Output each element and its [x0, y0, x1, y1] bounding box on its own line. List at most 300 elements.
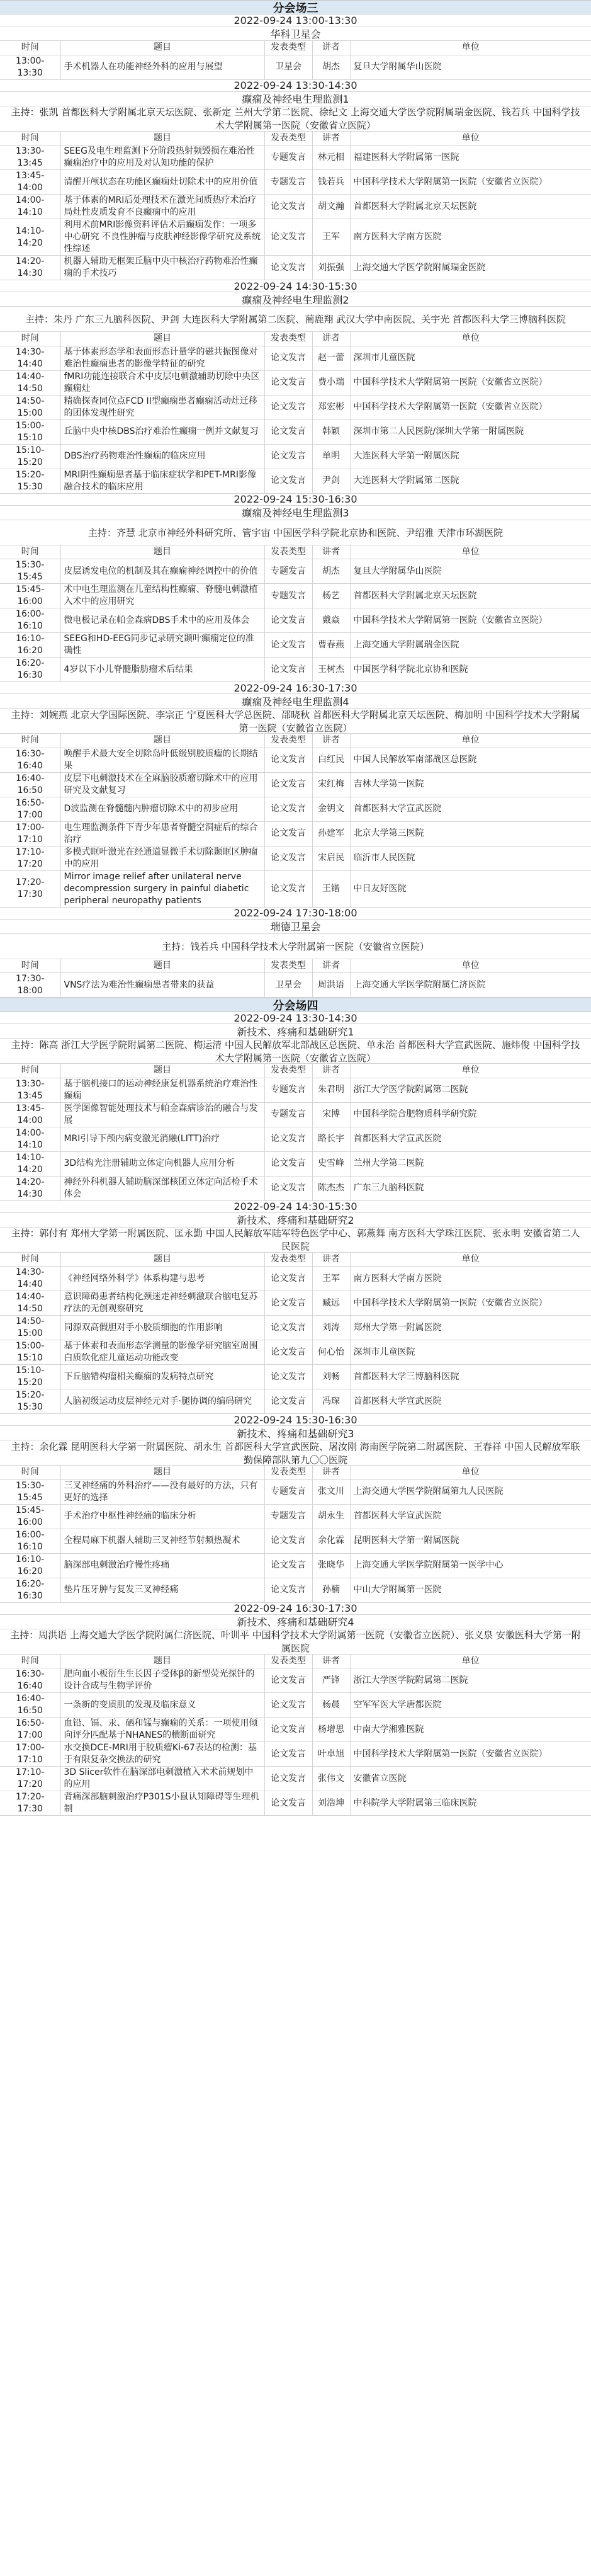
time-cell: 时间 [0, 1655, 60, 1668]
table-row [0, 219, 591, 256]
unit-cell: 单位 [350, 132, 591, 145]
session-hosts [0, 520, 591, 545]
table-row [0, 256, 591, 280]
session-time [0, 280, 591, 292]
unit-cell: 上海交通大学医学院附属第九人民医院 [350, 1480, 591, 1505]
time-cell: 16:50-17:00 [0, 797, 60, 822]
speaker-cell: 讲者 [312, 959, 350, 973]
table-row [0, 1554, 591, 1578]
speaker-cell: 讲者 [312, 1253, 350, 1267]
title-cell: 丘脑中央中核DBS治疗难治性癫痫一例并文献复习 [60, 420, 264, 445]
time-cell: 15:45-16:00 [0, 584, 60, 608]
session-title-text: 新技术、疼痛和基础研究4 [237, 1616, 354, 1628]
time-cell: 16:20-16:30 [0, 658, 60, 682]
speaker-cell: 林元相 [312, 145, 350, 170]
column-header-row [0, 1655, 591, 1669]
title-cell: 题目 [60, 545, 264, 559]
table-row [0, 1103, 591, 1127]
table-row [0, 1267, 591, 1291]
type-cell: 论文发言 [264, 871, 312, 908]
speaker-cell: 王军 [312, 219, 350, 256]
speaker-cell: 钱若兵 [312, 170, 350, 195]
unit-cell: 上海交通大学医学院附属瑞金医院 [350, 256, 591, 280]
type-cell: 专题发言 [264, 170, 312, 195]
time-cell: 14:40-14:50 [0, 1291, 60, 1316]
session-title [0, 1024, 591, 1039]
time-cell: 时间 [0, 1466, 60, 1479]
session-title [0, 920, 591, 934]
speaker-cell: 史雪峰 [312, 1152, 350, 1177]
session-title-text: 新技术、疼痛和基础研究2 [237, 1214, 354, 1226]
table-row [0, 1177, 591, 1201]
session-hosts-text: 主持：齐慧 北京市神经外科研究所、管宇宙 中国医学科学院北京协和医院、尹绍雅 天津市环湖医院 [87, 527, 504, 539]
session-time [0, 1603, 591, 1615]
type-cell: 专题发言 [264, 1505, 312, 1529]
session-time-text: 2022-09-24 14:30-15:30 [234, 280, 357, 292]
time-cell: 17:00-17:10 [0, 822, 60, 846]
speaker-cell: 讲者 [312, 734, 350, 748]
title-cell: 神经外科机器人辅助脑深部核团立体定向活检手术体会 [60, 1177, 264, 1201]
title-cell: SEEG和HD-EEG同步记录研究颞叶癫痫定位的准确性 [60, 633, 264, 658]
session-hosts-text: 主持：刘婉燕 北京大学国际医院、李宗正 宁夏医科大学总医院、邵晓秋 首都医科大学附属北京天坛医院、梅加明 中国科学技术大学附属第一医院（安徽省立医院） [11, 709, 580, 734]
title-cell: MRI引导下颅内病变激光消融(LITT)治疗 [60, 1127, 264, 1152]
unit-cell: 中日友好医院 [350, 871, 591, 908]
speaker-cell: 刘畅 [312, 1365, 350, 1389]
session-hosts-text: 主持：陈高 浙江大学医学院附属第二医院、梅运清 中国人民解放军北部战区总医院、单永治 首都医科大学宣武医院、施炜俊 中国科学技术大学附属第一医院（安徽省立医院） [11, 1039, 580, 1064]
table-row [0, 608, 591, 633]
session-hosts-text: 主持：朱丹 广东三九脑科医院、尹剑 大连医科大学附属第二医院、蔺鹿翔 武汉大学中南医院、关宇光 首都医科大学三博脑科医院 [25, 314, 566, 325]
title-cell: 基于体素和表面形态学测量的影像学研究脑室周围白质软化症儿童运动功能改变 [60, 1340, 264, 1365]
speaker-cell: 张伟文 [312, 1767, 350, 1791]
session-hosts [0, 1228, 591, 1253]
title-cell: 医学图像智能处理技术与帕金森病诊治的融合与发展 [60, 1103, 264, 1127]
speaker-cell: 讲者 [312, 132, 350, 145]
unit-cell: 中国医学科学院北京协和医院 [350, 658, 591, 682]
time-cell: 15:20-15:30 [0, 1389, 60, 1414]
type-cell: 卫星会 [264, 55, 312, 80]
table-row [0, 1078, 591, 1103]
type-cell: 论文发言 [264, 1791, 312, 1816]
speaker-cell: 讲者 [312, 41, 350, 55]
time-cell: 15:10-15:20 [0, 445, 60, 469]
unit-cell: 南方医科大学南方医院 [350, 1267, 591, 1291]
title-cell: 三叉神经痛的外科治疗——没有最好的方法，只有更好的选择 [60, 1480, 264, 1505]
type-cell: 论文发言 [264, 1267, 312, 1291]
unit-cell: 大连医科大学附属第二医院 [350, 469, 591, 494]
time-cell: 时间 [0, 1064, 60, 1078]
unit-cell: 单位 [350, 1655, 591, 1668]
time-cell: 时间 [0, 332, 60, 346]
unit-cell: 中山大学附属第一医院 [350, 1578, 591, 1603]
type-cell: 卫星会 [264, 973, 312, 998]
table-row [0, 346, 591, 371]
time-cell: 16:30-16:40 [0, 748, 60, 773]
unit-cell: 单位 [350, 41, 591, 55]
session-title [0, 1426, 591, 1440]
session-time [0, 494, 591, 506]
speaker-cell: 何心怡 [312, 1340, 350, 1365]
speaker-cell: 讲者 [312, 332, 350, 346]
session-title-text: 癫痫及神经电生理监测2 [242, 294, 349, 306]
speaker-cell: 尹剑 [312, 469, 350, 494]
title-cell: 下丘脑错构瘤相关癫痫的发病特点研究 [60, 1365, 264, 1389]
speaker-cell: 金钥文 [312, 797, 350, 822]
unit-cell: 首都医科大学宣武医院 [350, 797, 591, 822]
time-cell: 17:10-17:20 [0, 1767, 60, 1791]
column-header-row [0, 132, 591, 146]
speaker-cell: 单明 [312, 445, 350, 469]
session-title [0, 1213, 591, 1228]
speaker-cell: 陈杰杰 [312, 1177, 350, 1201]
session-title [0, 292, 591, 307]
speaker-cell: 孙建军 [312, 822, 350, 846]
column-header-row [0, 545, 591, 560]
session-time-text: 2022-09-24 13:30-14:30 [234, 1012, 357, 1024]
speaker-cell: 路长宇 [312, 1127, 350, 1152]
speaker-cell: 胡永生 [312, 1505, 350, 1529]
time-cell: 14:50-15:00 [0, 1316, 60, 1340]
speaker-cell: 郑宏彬 [312, 396, 350, 420]
unit-cell: 空军军医大学唐都医院 [350, 1693, 591, 1718]
unit-cell: 首都医科大学三博脑科医院 [350, 1365, 591, 1389]
time-cell: 15:00-15:10 [0, 1340, 60, 1365]
time-cell: 14:10-14:20 [0, 1152, 60, 1177]
session-time-text: 2022-09-24 17:30-18:00 [234, 907, 357, 919]
time-cell: 14:50-15:00 [0, 396, 60, 420]
speaker-cell: 张晓华 [312, 1554, 350, 1578]
unit-cell: 中国人民解放军南部战区总医院 [350, 748, 591, 773]
title-cell: 手术机器人在功能神经外科的应用与展望 [60, 55, 264, 80]
type-cell: 论文发言 [264, 346, 312, 371]
type-cell: 发表类型 [264, 132, 312, 145]
type-cell: 论文发言 [264, 1291, 312, 1316]
time-cell: 16:20-16:30 [0, 1578, 60, 1603]
session-title-text: 癫痫及神经电生理监测1 [242, 93, 349, 105]
session-title-text: 癫痫及神经电生理监测3 [242, 507, 349, 519]
title-cell: 背痛深部脑刺激治疗P301S小鼠认知障碍等生理机制 [60, 1791, 264, 1816]
title-cell: D波监测在脊髓髓内肿瘤切除术中的初步应用 [60, 797, 264, 822]
type-cell: 论文发言 [264, 256, 312, 280]
title-cell: 清醒开颅状态在功能区癫痫灶切除术中的应用价值 [60, 170, 264, 195]
time-cell: 17:20-17:30 [0, 871, 60, 908]
time-cell: 16:10-16:20 [0, 633, 60, 658]
type-cell: 论文发言 [264, 658, 312, 682]
table-row [0, 1480, 591, 1505]
table-row [0, 1668, 591, 1693]
title-cell: 皮层诱发电位的机制及其在癫痫神经调控中的价值 [60, 559, 264, 584]
time-cell: 时间 [0, 41, 60, 55]
unit-cell: 首都医科大学附属北京天坛医院 [350, 195, 591, 219]
session-title [0, 26, 591, 41]
type-cell: 论文发言 [264, 1177, 312, 1201]
table-row [0, 1742, 591, 1767]
unit-cell: 中国科学技术大学附属第一医院（安徽省立医院） [350, 396, 591, 420]
speaker-cell: 胡杰 [312, 55, 350, 80]
time-cell: 时间 [0, 734, 60, 748]
table-row [0, 1340, 591, 1365]
session-time-text: 2022-09-24 16:30-17:30 [234, 1602, 357, 1614]
type-cell: 论文发言 [264, 1340, 312, 1365]
table-row [0, 658, 591, 682]
speaker-cell: 刘涛 [312, 1316, 350, 1340]
unit-cell: 上海交通大学医学院附属仁济医院 [350, 973, 591, 998]
time-cell: 17:20-17:30 [0, 1791, 60, 1816]
session-hosts [0, 1039, 591, 1064]
table-row [0, 396, 591, 420]
time-cell: 时间 [0, 1253, 60, 1267]
speaker-cell: 王军 [312, 1267, 350, 1291]
type-cell: 发表类型 [264, 41, 312, 55]
title-cell: DBS治疗药物难治性癫痫的临床应用 [60, 445, 264, 469]
type-cell: 专题发言 [264, 1103, 312, 1127]
column-header-row [0, 41, 591, 55]
session-hosts [0, 1440, 591, 1466]
type-cell: 发表类型 [264, 1466, 312, 1479]
title-cell: 基于体素的MRI后处理技术在激光间质热疗术治疗局灶性皮质发育不良癫痫中的应用 [60, 195, 264, 219]
speaker-cell: 讲者 [312, 1064, 350, 1078]
table-row [0, 1767, 591, 1791]
session-time [0, 908, 591, 920]
session-hosts [0, 106, 591, 132]
session-title-text: 瑞德卫星会 [270, 921, 321, 933]
unit-cell: 郑州大学第一附属医院 [350, 1316, 591, 1340]
session-title-text: 癫痫及神经电生理监测4 [242, 695, 349, 708]
time-cell: 14:20-14:30 [0, 256, 60, 280]
venue-header [0, 0, 591, 14]
speaker-cell: 严锋 [312, 1668, 350, 1693]
unit-cell: 中国科学技术大学附属第一医院（安徽省立医院） [350, 1742, 591, 1767]
table-row [0, 195, 591, 219]
unit-cell: 中国科学技术大学附属第一医院（安徽省立医院） [350, 170, 591, 195]
type-cell: 论文发言 [264, 608, 312, 633]
unit-cell: 首都医科大学宣武医院 [350, 1505, 591, 1529]
column-header-row [0, 1253, 591, 1267]
time-cell: 时间 [0, 545, 60, 559]
session-hosts-text: 主持：张凯 首都医科大学附属北京天坛医院、张新定 兰州大学第二医院、徐纪文 上海交通大学医学院附属瑞金医院、钱若兵 中国科学技术大学附属第一医院（安徽省立医院） [11, 106, 580, 131]
type-cell: 论文发言 [264, 445, 312, 469]
session-hosts [0, 934, 591, 959]
speaker-cell: 余化霖 [312, 1529, 350, 1554]
title-cell: 机器人辅助无框架丘脑中央中核治疗药物难治性癫痫的手术技巧 [60, 256, 264, 280]
session-title-text: 新技术、疼痛和基础研究3 [237, 1427, 354, 1440]
type-cell: 发表类型 [264, 734, 312, 748]
speaker-cell: 白红民 [312, 748, 350, 773]
type-cell: 论文发言 [264, 219, 312, 256]
title-cell: 微电极记录在帕金森病DBS手术中的应用及体会 [60, 608, 264, 633]
speaker-cell: 叶卓旭 [312, 1742, 350, 1767]
table-row [0, 1365, 591, 1389]
type-cell: 论文发言 [264, 396, 312, 420]
table-row [0, 1529, 591, 1554]
table-row [0, 145, 591, 170]
unit-cell: 上海交通大学医学院附属第一医学中心 [350, 1554, 591, 1578]
unit-cell: 深圳市儿童医院 [350, 1340, 591, 1365]
unit-cell: 中国科学技术大学附属第一医院（安徽省立医院） [350, 608, 591, 633]
title-cell: 题目 [60, 1064, 264, 1078]
time-cell: 时间 [0, 959, 60, 973]
unit-cell: 中南大学湘雅医院 [350, 1718, 591, 1742]
title-cell: 肥向血小板衍生生长因子受体β的新型荧光探针的设计合成与生物学评价 [60, 1668, 264, 1693]
unit-cell: 浙江大学医学院附属第二医院 [350, 1078, 591, 1103]
title-cell: 3D结构光注册辅助立体定向机器人应用分析 [60, 1152, 264, 1177]
session-hosts-text: 主持：郭付有 郑州大学第一附属医院、匡永勤 中国人民解放军陆军特色医学中心、郭燕舞 南方医科大学珠江医院、张永明 安徽省第二人民医院 [11, 1228, 580, 1252]
session-hosts-text: 主持：余化霖 昆明医科大学第一附属医院、胡永生 首都医科大学宣武医院、屠汝刚 海南医学院第二附属医院、王春祥 中国人民解放军联勤保障部队第九〇〇医院 [11, 1440, 580, 1466]
time-cell: 14:30-14:40 [0, 1267, 60, 1291]
table-row [0, 445, 591, 469]
column-header-row [0, 1064, 591, 1078]
title-cell: 皮层下电刺激技术在全麻脑胶质瘤切除术中的应用研究及文献复习 [60, 773, 264, 797]
table-row [0, 973, 591, 998]
speaker-cell: 宋红梅 [312, 773, 350, 797]
table-row [0, 1578, 591, 1603]
speaker-cell: 讲者 [312, 1655, 350, 1668]
type-cell: 专题发言 [264, 1480, 312, 1505]
table-row [0, 871, 591, 908]
title-cell: 垫片压牙肿与复发三叉神经痛 [60, 1578, 264, 1603]
time-cell: 16:40-16:50 [0, 773, 60, 797]
time-cell: 14:30-14:40 [0, 346, 60, 371]
time-cell: 16:10-16:20 [0, 1554, 60, 1578]
session-title [0, 506, 591, 520]
table-row [0, 748, 591, 773]
type-cell: 论文发言 [264, 1554, 312, 1578]
title-cell: 人脑初级运动皮层神经元对手·腿协调的编码研究 [60, 1389, 264, 1414]
time-cell: 17:30-18:00 [0, 973, 60, 998]
title-cell: 题目 [60, 332, 264, 346]
speaker-cell: 讲者 [312, 545, 350, 559]
time-cell: 14:20-14:30 [0, 1177, 60, 1201]
time-cell: 16:50-17:00 [0, 1718, 60, 1742]
type-cell: 发表类型 [264, 1655, 312, 1668]
time-cell: 17:00-17:10 [0, 1742, 60, 1767]
table-row [0, 170, 591, 195]
title-cell: SEEG及电生理监测下分阶段热射频毁损在难治性癫痫治疗中的应用及对认知功能的保护 [60, 145, 264, 170]
title-cell: 唤醒手术最大安全切除岛叶低级别胶质瘤的长期结果 [60, 748, 264, 773]
time-cell: 14:00-14:10 [0, 195, 60, 219]
venue-header-text: 分会场四 [273, 999, 318, 1013]
table-row [0, 1505, 591, 1529]
title-cell: 血铅、镉、汞、硒和锰与癫痫的关系：一项使用倾向评分匹配基于NHANES的横断面研究 [60, 1718, 264, 1742]
venue-header [0, 998, 591, 1012]
unit-cell: 大连医科大学第一附属医院 [350, 445, 591, 469]
unit-cell: 安徽省立医院 [350, 1767, 591, 1791]
speaker-cell: 刘浩坤 [312, 1791, 350, 1816]
unit-cell: 临沂市人民医院 [350, 846, 591, 871]
type-cell: 专题发言 [264, 1078, 312, 1103]
unit-cell: 首都医科大学宣武医院 [350, 1127, 591, 1152]
type-cell: 论文发言 [264, 1127, 312, 1152]
time-cell: 13:30-13:45 [0, 1078, 60, 1103]
speaker-cell: 杨晨 [312, 1693, 350, 1718]
unit-cell: 复旦大学附属华山医院 [350, 559, 591, 584]
title-cell: 一条新的变质肌的发现及临床意义 [60, 1693, 264, 1718]
type-cell: 论文发言 [264, 773, 312, 797]
unit-cell: 单位 [350, 734, 591, 748]
unit-cell: 中国科学技术大学附属第一医院（安徽省立医院） [350, 371, 591, 396]
title-cell: 题目 [60, 1655, 264, 1668]
title-cell: 题目 [60, 1466, 264, 1479]
type-cell: 论文发言 [264, 1152, 312, 1177]
type-cell: 论文发言 [264, 469, 312, 494]
unit-cell: 单位 [350, 545, 591, 559]
type-cell: 论文发言 [264, 1767, 312, 1791]
session-time [0, 682, 591, 694]
title-cell: 脑深部电刺激治疗慢性疼痛 [60, 1554, 264, 1578]
session-time [0, 1201, 591, 1213]
title-cell: 《神经网络外科学》体系构建与思考 [60, 1267, 264, 1291]
unit-cell: 单位 [350, 1253, 591, 1267]
speaker-cell: 朱君明 [312, 1078, 350, 1103]
title-cell: 水交换DCE-MRI用于胶质瘤Ki-67表达的检测：基于有限复杂交换法的研究 [60, 1742, 264, 1767]
table-row [0, 773, 591, 797]
type-cell: 专题发言 [264, 145, 312, 170]
time-cell: 14:40-14:50 [0, 371, 60, 396]
table-row [0, 1152, 591, 1177]
title-cell: 基于体素形态学和表面形态计量学的磁共振图像对难治性癫痫患者的影像学特征的研究 [60, 346, 264, 371]
session-time-text: 2022-09-24 14:30-15:30 [234, 1200, 357, 1212]
speaker-cell: 费小瑞 [312, 371, 350, 396]
speaker-cell: 宋启民 [312, 846, 350, 871]
time-cell: 13:30-13:45 [0, 145, 60, 170]
speaker-cell: 王锴 [312, 871, 350, 908]
unit-cell: 吉林大学第一医院 [350, 773, 591, 797]
speaker-cell: 杨艺 [312, 584, 350, 608]
session-time [0, 80, 591, 92]
speaker-cell: 孙楠 [312, 1578, 350, 1603]
table-row [0, 55, 591, 80]
time-cell: 15:30-15:45 [0, 1480, 60, 1505]
session-hosts-text: 主持：周洪语 上海交通大学医学院附属仁济医院、叶训平 中国科学技术大学附属第一医院（安徽省立医院）、张义泉 安徽医科大学第一附属医院 [10, 1629, 581, 1654]
column-header-row [0, 1466, 591, 1480]
type-cell: 论文发言 [264, 1316, 312, 1340]
table-row [0, 420, 591, 445]
table-row [0, 1791, 591, 1816]
speaker-cell: 张文川 [312, 1480, 350, 1505]
session-title [0, 1615, 591, 1629]
table-row [0, 846, 591, 871]
table-row [0, 633, 591, 658]
table-row [0, 1316, 591, 1340]
type-cell: 论文发言 [264, 1742, 312, 1767]
speaker-cell: 戴焱 [312, 608, 350, 633]
time-cell: 16:30-16:40 [0, 1668, 60, 1693]
type-cell: 论文发言 [264, 1578, 312, 1603]
session-time-text: 2022-09-24 13:30-14:30 [234, 79, 357, 91]
title-cell: 电生理监测条件下青少年患者脊髓空洞症后的综合治疗 [60, 822, 264, 846]
title-cell: fMRI功能连接联合术中皮层电刺激辅助切除中央区癫痫灶 [60, 371, 264, 396]
time-cell: 16:40-16:50 [0, 1693, 60, 1718]
speaker-cell: 曹春燕 [312, 633, 350, 658]
unit-cell: 单位 [350, 332, 591, 346]
session-hosts [0, 709, 591, 734]
time-cell: 14:10-14:20 [0, 219, 60, 256]
speaker-cell: 讲者 [312, 1466, 350, 1479]
time-cell: 16:00-16:10 [0, 1529, 60, 1554]
table-row [0, 584, 591, 608]
unit-cell: 复旦大学附属华山医院 [350, 55, 591, 80]
type-cell: 论文发言 [264, 1693, 312, 1718]
title-cell: 全程局麻下机器人辅助三叉神经节射频热凝术 [60, 1529, 264, 1554]
unit-cell: 深圳市儿童医院 [350, 346, 591, 371]
type-cell: 论文发言 [264, 1389, 312, 1414]
speaker-cell: 王树杰 [312, 658, 350, 682]
time-cell: 13:45-14:00 [0, 1103, 60, 1127]
session-hosts-text: 主持：钱若兵 中国科学技术大学附属第一医院（安徽省立医院） [162, 940, 429, 952]
speaker-cell: 周洪语 [312, 973, 350, 998]
time-cell: 14:00-14:10 [0, 1127, 60, 1152]
type-cell: 论文发言 [264, 633, 312, 658]
time-cell: 时间 [0, 132, 60, 145]
